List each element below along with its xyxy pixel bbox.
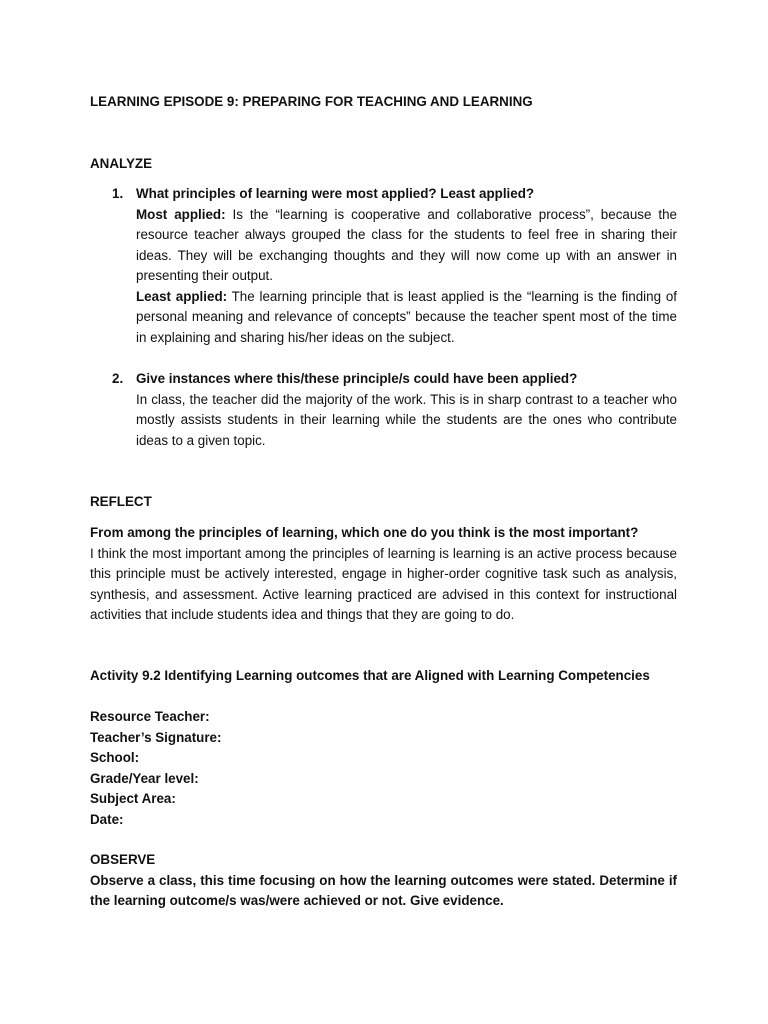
analyze-item-2: [136, 369, 677, 451]
field-subject-area: Subject Area:: [90, 791, 176, 806]
least-applied-paragraph: [136, 287, 677, 349]
most-applied-paragraph: [136, 205, 677, 287]
answer-2: In class, the teacher did the majority of the work. This is in sharp contrast to a teacher who mostly assists students in their learning while the students are the ones who contribute ideas to a given topic.: [136, 391, 677, 448]
analyze-item-1: [136, 184, 677, 348]
most-applied-label: Most applied:: [136, 206, 226, 222]
activity-fields: [90, 707, 221, 830]
reflect-section: [90, 523, 677, 626]
question-1: What principles of learning were most applied? Least applied?: [136, 186, 535, 201]
field-resource-teacher: Resource Teacher:: [90, 709, 210, 724]
question-2: Give instances where this/these principle/s could have been applied?: [136, 371, 578, 386]
field-teacher-signature: Teacher’s Signature:: [90, 729, 222, 745]
least-applied-label: Least applied:: [136, 288, 228, 304]
observe-heading: OBSERVE: [90, 852, 156, 867]
item-number-1: 1.: [112, 186, 124, 201]
field-date: Date:: [90, 811, 124, 827]
most-applied-text: Is the “learning is cooperative and collaborative process”, because the resource teacher always grouped the class for the students to feel free in sharing their ideas. They will be exchanging thoughts and they will now come up with an answer in presenting their output.: [136, 206, 677, 283]
item-number-2: 2.: [112, 371, 124, 386]
field-grade-year-level: Grade/Year level:: [90, 770, 199, 786]
reflect-answer: I think the most important among the principles of learning is learning is an active process because this principle must be actively interested, engage in higher-order cognitive task such as analysis, synthesis, and assessment. Active learning practiced are advised in this context for instructional activities that include students idea and things that they are going to do.: [90, 545, 677, 622]
reflect-heading: REFLECT: [90, 494, 152, 509]
reflect-question: From among the principles of learning, which one do you think is the most important?: [90, 525, 639, 540]
field-school: School:: [90, 750, 140, 765]
activity-title: Activity 9.2 Identifying Learning outcomes that are Aligned with Learning Competencies: [90, 668, 650, 683]
observe-section: [90, 850, 677, 912]
document-title: LEARNING EPISODE 9: PREPARING FOR TEACHING AND LEARNING: [90, 94, 533, 109]
observe-text: Observe a class, this time focusing on how the learning outcomes were stated. Determine if the learning outcome/s was/were achieved or not. Give evidence.: [90, 872, 677, 908]
least-applied-text: The learning principle that is least applied is the “learning is the finding of personal meaning and relevance of concepts” because the teacher spent most of the time in explaining and sharing his/her ideas on the subject.: [136, 288, 677, 345]
analyze-heading: ANALYZE: [90, 156, 153, 171]
